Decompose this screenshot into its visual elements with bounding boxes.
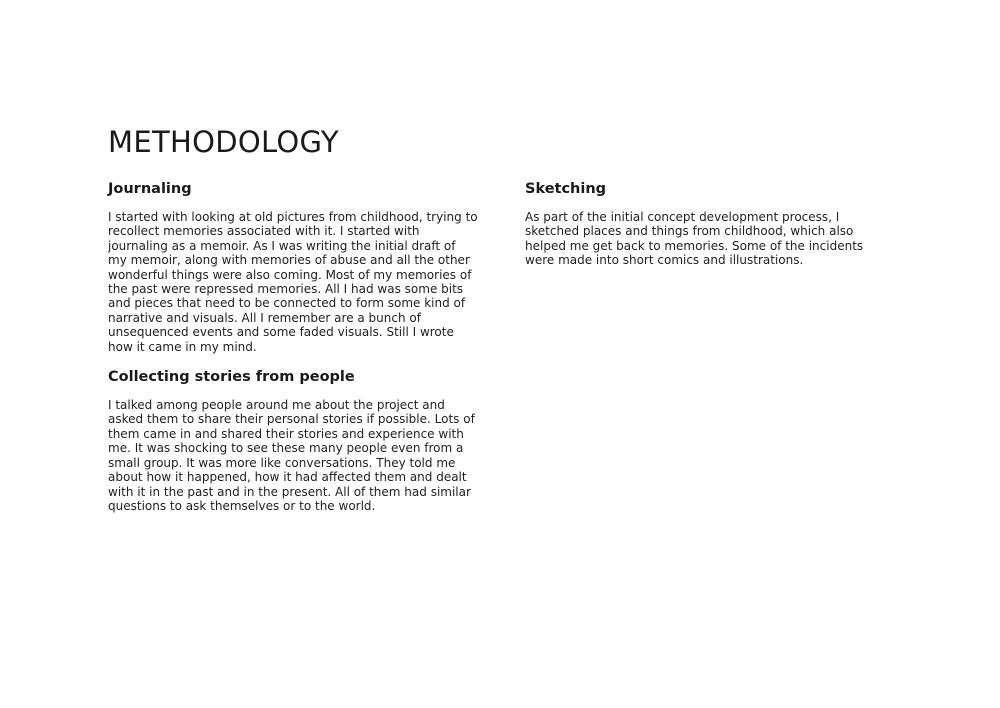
section-heading-journaling: Journaling bbox=[108, 181, 192, 197]
page-title: METHODOLOGY bbox=[108, 125, 339, 159]
section-collecting-stories bbox=[108, 368, 478, 513]
section-body-journaling: I started with looking at old pictures from childhood, trying to recollect memories associated with it. I started with journaling as a memoir. As I was writing the initial draft of my memoir, along with memories of abuse and all the other wonderful things were also coming. Most of my memories of the past were repressed memories. All I had was some bits and pieces that need to be connected to form some kind of narrative and visuals. All I remember are a bunch of unsequenced events and some faded visuals. Still I wrote how it came in my mind. bbox=[108, 210, 478, 354]
section-heading-collecting-stories: Collecting stories from people bbox=[108, 369, 355, 386]
section-journaling bbox=[108, 180, 478, 354]
section-body-collecting-stories: I talked among people around me about the project and asked them to share their personal stories if possible. Lots of them came in and shared their stories and experience with me. It was shocking to see these many people even from a small group. It was more like conversations. They told me about how it happened, how it had affected them and dealt with it in the past and in the present. All of them had similar questions to ask themselves or to the world. bbox=[108, 398, 475, 513]
left-column bbox=[108, 180, 478, 527]
section-sketching bbox=[525, 180, 895, 268]
right-column bbox=[525, 180, 895, 282]
section-heading-sketching: Sketching bbox=[525, 181, 607, 197]
section-body-sketching: As part of the initial concept development process, I sketched places and things from childhood, which also helped me get back to memories. Some of the incidents were made into short comics and illustrations. bbox=[525, 210, 864, 268]
